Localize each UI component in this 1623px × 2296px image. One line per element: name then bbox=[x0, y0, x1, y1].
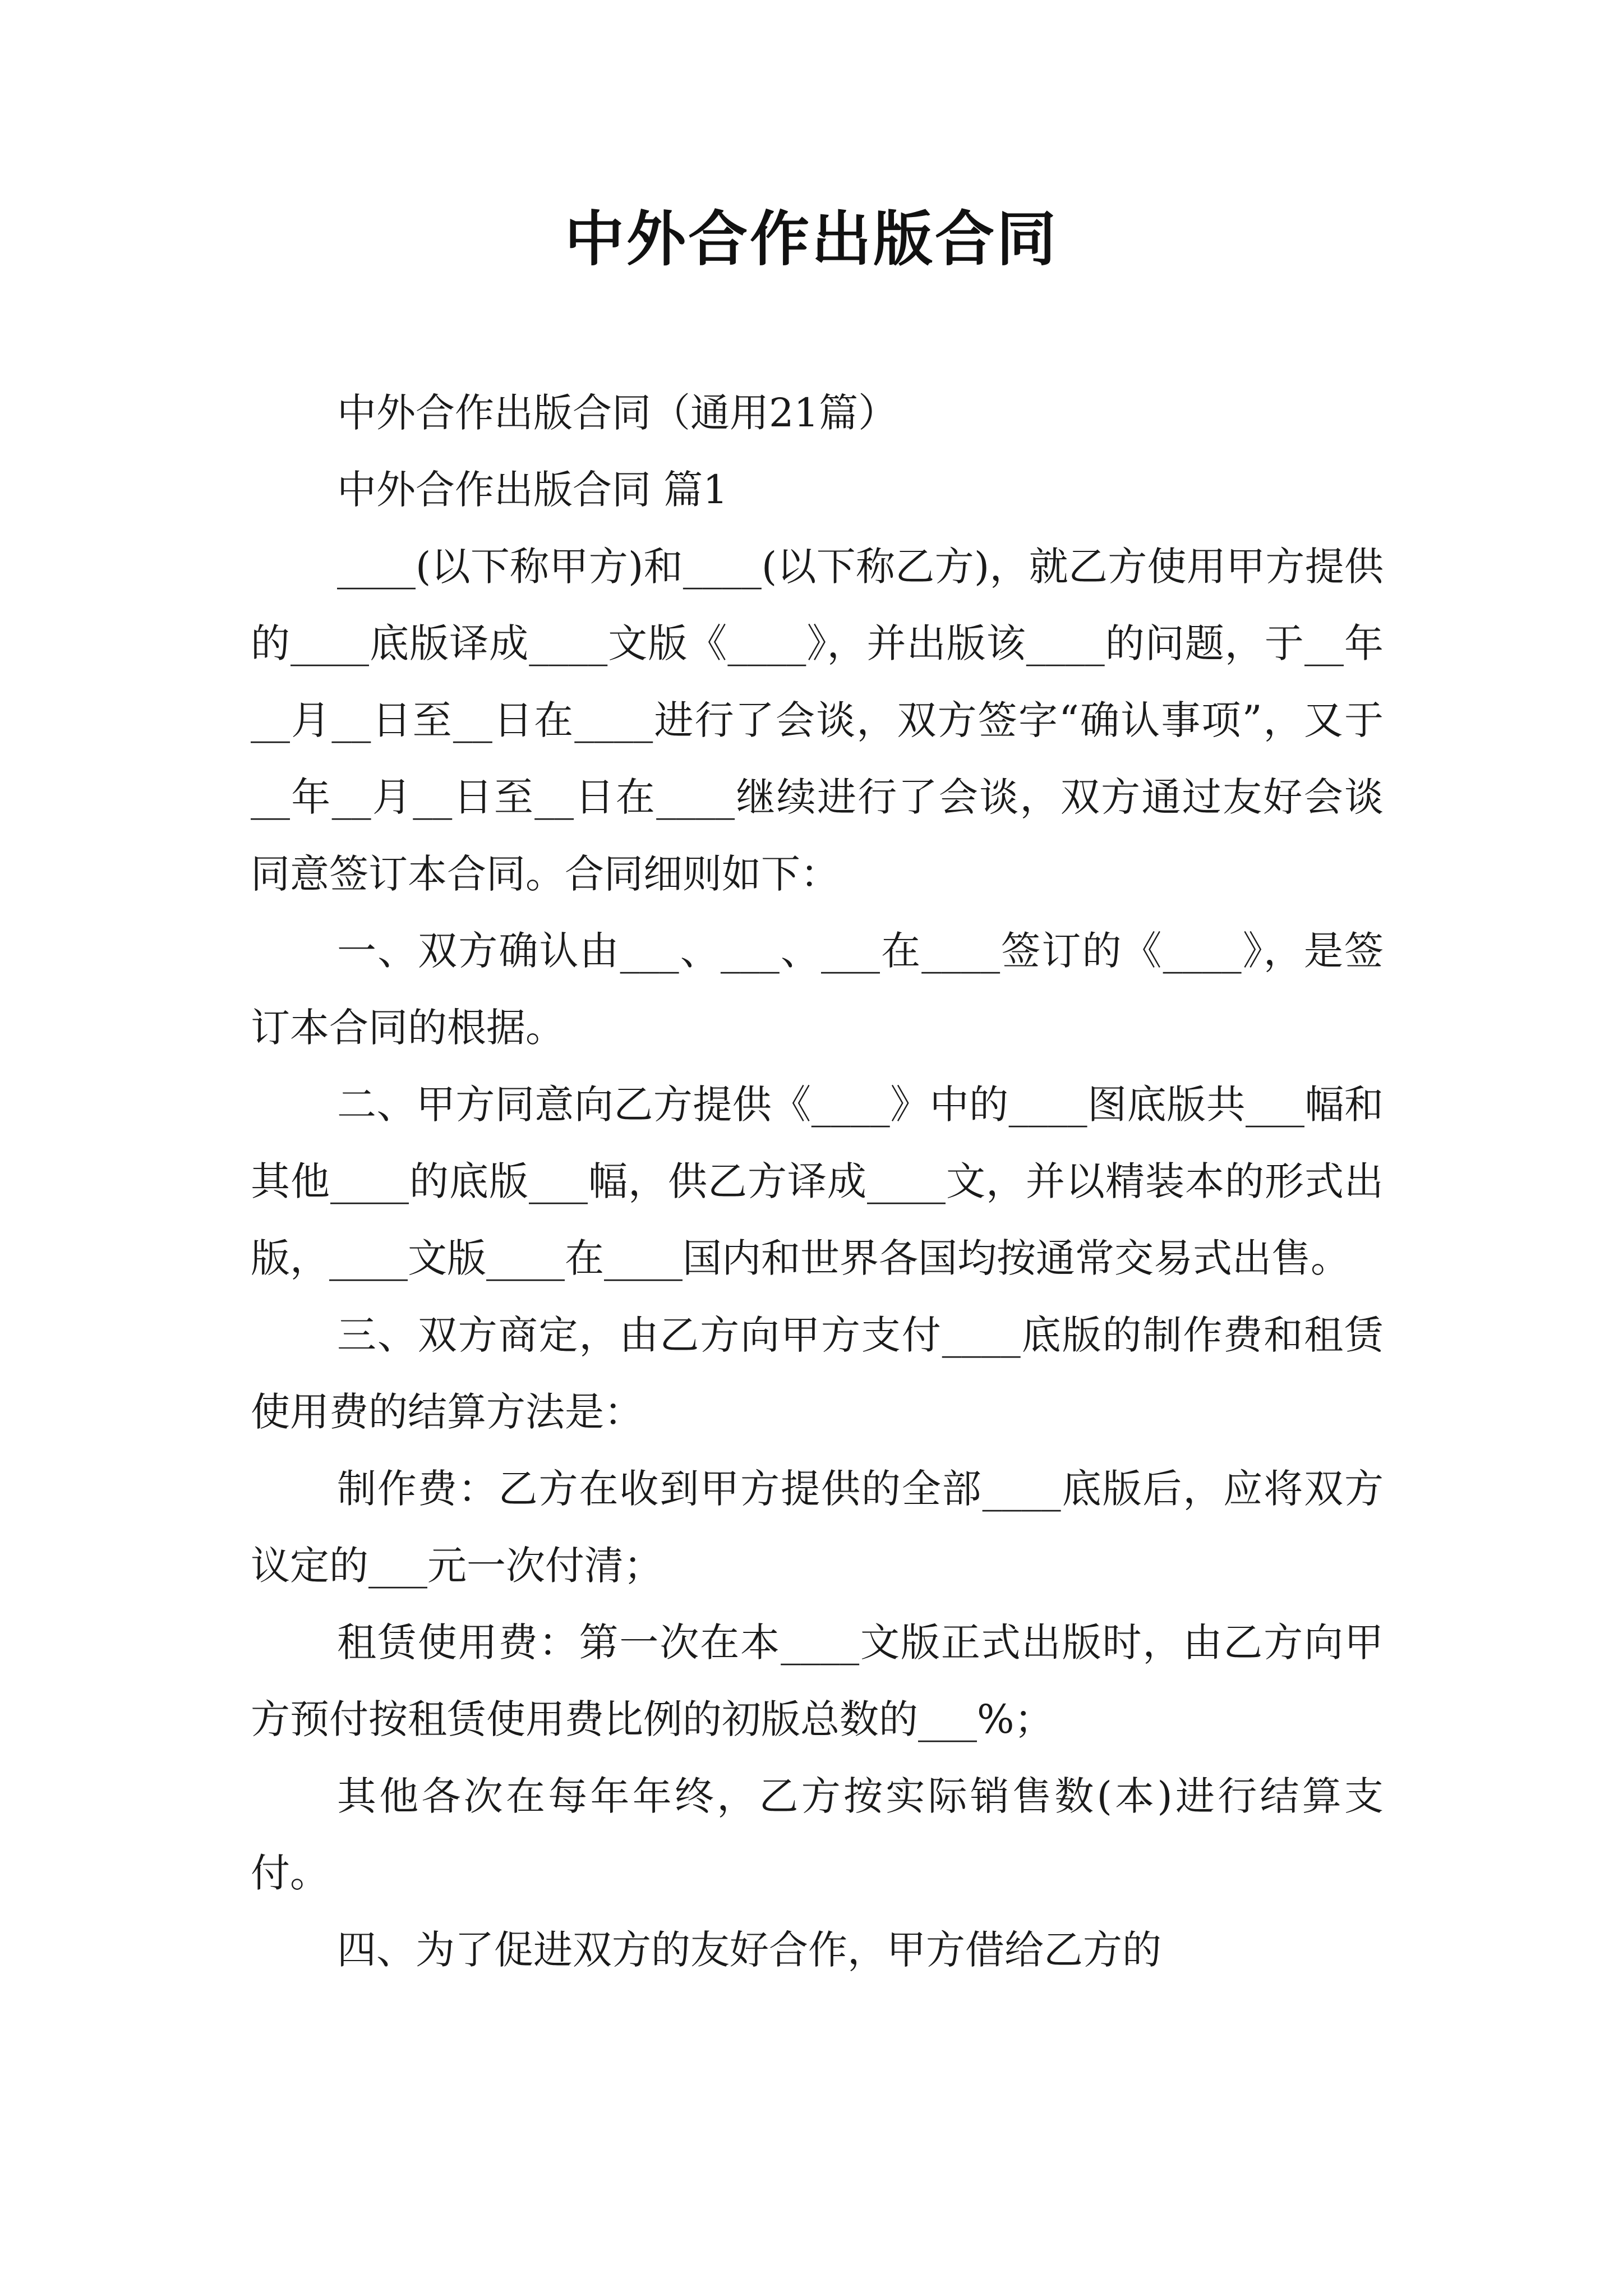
section-heading: 中外合作出版合同 篇1 bbox=[337, 467, 728, 513]
paragraph-settlement: 其他各次在每年年终，乙方按实际销售数(本)进行结算支付。 bbox=[251, 1773, 1384, 1896]
paragraph-clause-3: 三、双方商定，由乙方向甲方支付____底版的制作费和租赁使用费的结算方法是： bbox=[251, 1312, 1384, 1435]
paragraph-rental-fee: 租赁使用费：第一次在本____文版正式出版时，由乙方向甲方预付按租赁使用费比例的初版总数的___%； bbox=[251, 1619, 1384, 1742]
paragraph-clause-1: 一、双方确认由___、___、___在____签订的《____》，是签订本合同的根据。 bbox=[251, 928, 1384, 1051]
paragraph-clause-2: 二、甲方同意向乙方提供《____》中的____图底版共___幅和其他____的底版___幅，供乙方译成____文，并以精装本的形式出版，____文版____在____国内和世界各国均按通常交易式出售。 bbox=[251, 1082, 1384, 1281]
subtitle: 中外合作出版合同（通用21篇） bbox=[337, 390, 898, 436]
document-body bbox=[251, 375, 1384, 1989]
document-title: 中外合作出版合同 bbox=[565, 205, 1058, 274]
paragraph-production-fee: 制作费：乙方在收到甲方提供的全部____底版后，应将双方议定的___元一次付清； bbox=[251, 1466, 1384, 1589]
paragraph-clause-4: 四、为了促进双方的友好合作，甲方借给乙方的 bbox=[337, 1927, 1161, 1973]
paragraph-preamble: ____(以下称甲方)和____(以下称乙方)，就乙方使用甲方提供的____底版译成____文版《____》，并出版该____的问题，于__年__月__日至__日在____进行了会谈，双方签字“确认事项”，又于__年__月__日至__日在____继续进行了会谈，双方通过友好会谈同意签订本合同。合同细则如下： bbox=[251, 544, 1384, 897]
